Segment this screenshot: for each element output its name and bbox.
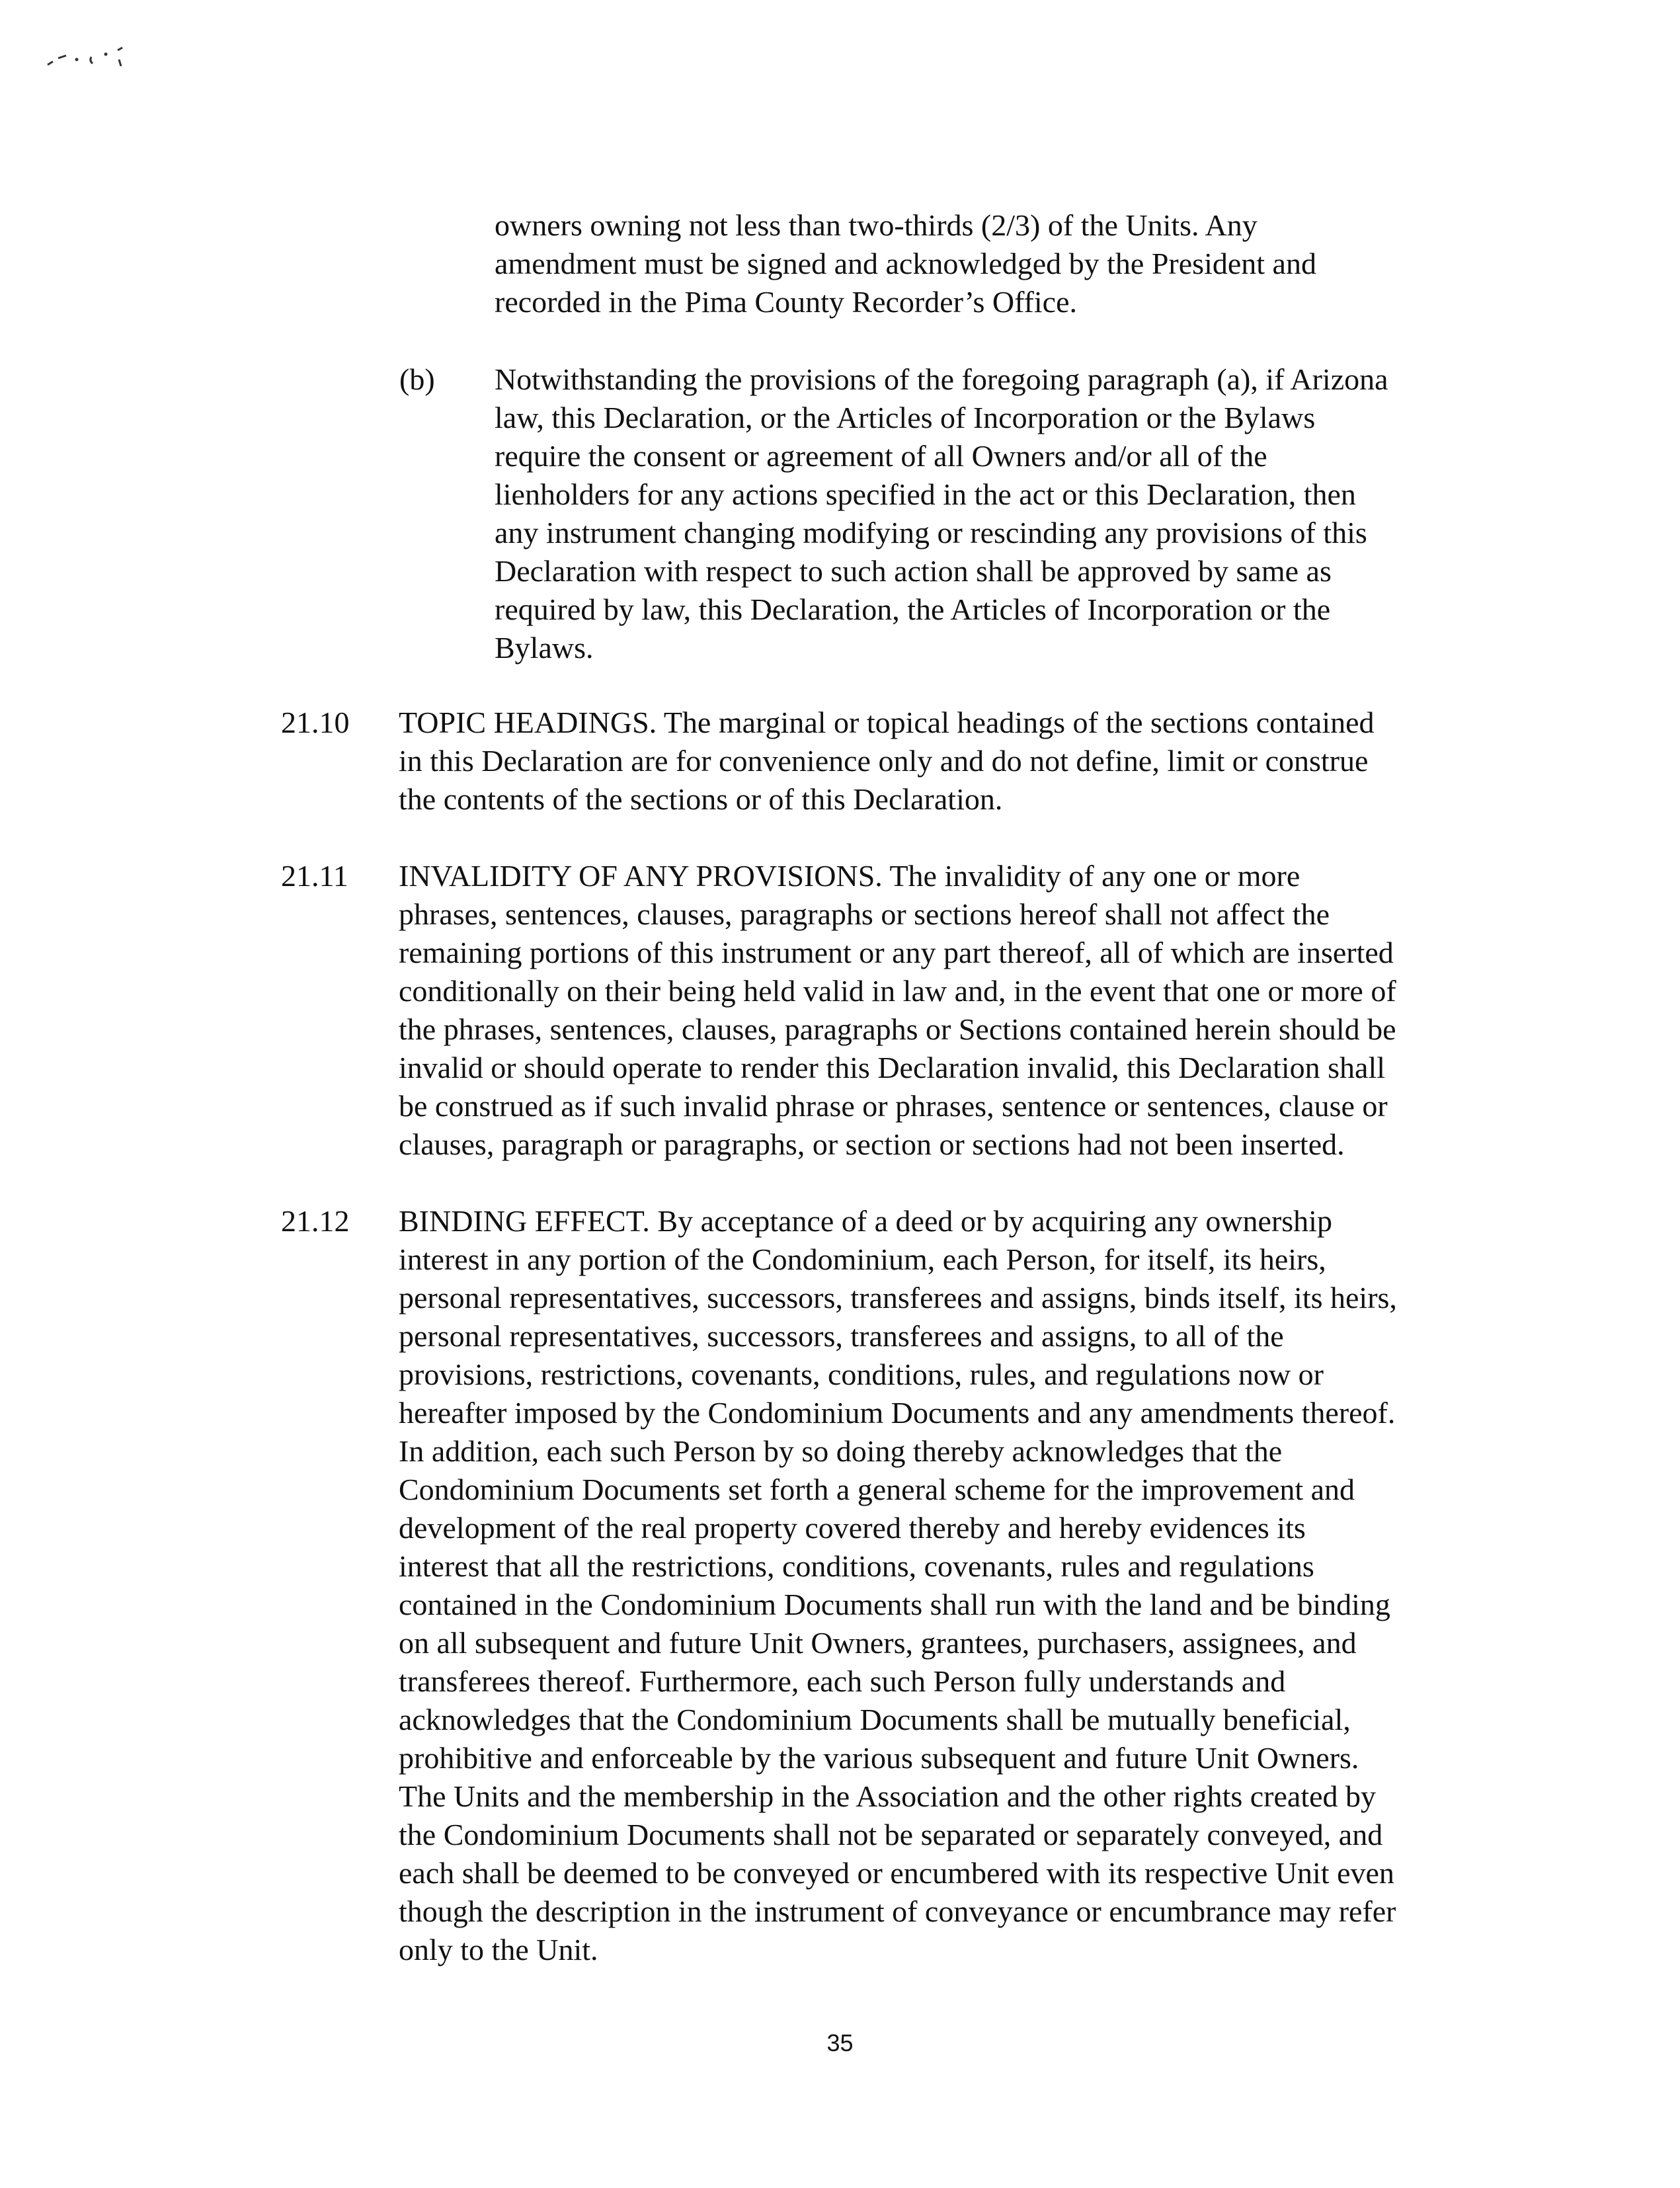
page-number: 35 xyxy=(826,2029,854,2056)
subsection-b-label: (b) xyxy=(399,362,435,396)
section-number-invalidity: 21.11 xyxy=(281,859,348,893)
scan-specks xyxy=(40,40,198,86)
section-number-topic-headings: 21.10 xyxy=(281,706,350,739)
section-topic-headings: TOPIC HEADINGS. The marginal or topical headings of the sections contained in this Declaration are for convenience only and do not define, limit or construe the contents of the sections or of this Declaration. xyxy=(399,706,1375,816)
section-invalidity: INVALIDITY OF ANY PROVISIONS. The invalidity of any one or more phrases, sentences, clauses, paragraphs or sections hereof shall not affect the remaining portions of this instrument or any part thereof, all of which are inserted conditionally on their being held valid in law and, in the event that one or more of the phrases, sentences, clauses, paragraphs or Sections contained herein should be invalid or should operate to render this Declaration invalid, this Declaration shall be construed as if such invalid phrase or phrases, sentence or sentences, clause or clauses, paragraph or paragraphs, or section or sections had not been inserted. xyxy=(399,859,1396,1161)
section-number-binding-effect: 21.12 xyxy=(281,1204,350,1238)
section-binding-effect: BINDING EFFECT. By acceptance of a deed or by acquiring any ownership interest in any portion of the Condominium, each Person, for itself, its heirs, personal representatives, successors, transferees and assigns, binds itself, its heirs, personal representatives, successors, transferees and assigns, to all of the provisions, restrictions, covenants, conditions, rules, and regulations now or hereafter imposed by the Condominium Documents and any amendments thereof. In addition, each such Person by so doing thereby acknowledges that the Condominium Documents set forth a general scheme for the improvement and development of the real property covered thereby and hereby evidences its interest that all the restrictions, conditions, covenants, rules and regulations contained in the Condominium Documents shall run with the land and be binding on all subsequent and future Unit Owners, grantees, purchasers, assignees, and transferees thereof. Furthermore, each such Person fully understands and acknowledges that the Condominium Documents shall be mutually beneficial, prohibitive and enforceable by the various subsequent and future Unit Owners. The Units and the membership in the Association and the other rights created by the Condominium Documents shall not be separated or separately conveyed, and each shall be deemed to be conveyed or encumbered with its respective Unit even though the description in the instrument of conveyance or encumbrance may refer only to the Unit. xyxy=(399,1204,1397,1966)
continuation-paragraph: owners owning not less than two-thirds (2/3) of the Units. Any amendment must be signed and acknowledged by the President and recorded in the Pima County Recorder’s Office. xyxy=(495,208,1316,319)
subsection-b-text: Notwithstanding the provisions of the foregoing paragraph (a), if Arizona law, this Declaration, or the Articles of Incorporation or the Bylaws require the consent or agreement of all Owners and/or all of the lienholders for any actions specified in the act or this Declaration, then any instrument changing modifying or rescinding any provisions of this Declaration with respect to such action shall be approved by same as required by law, this Declaration, the Articles of Incorporation or the Bylaws. xyxy=(495,362,1388,665)
